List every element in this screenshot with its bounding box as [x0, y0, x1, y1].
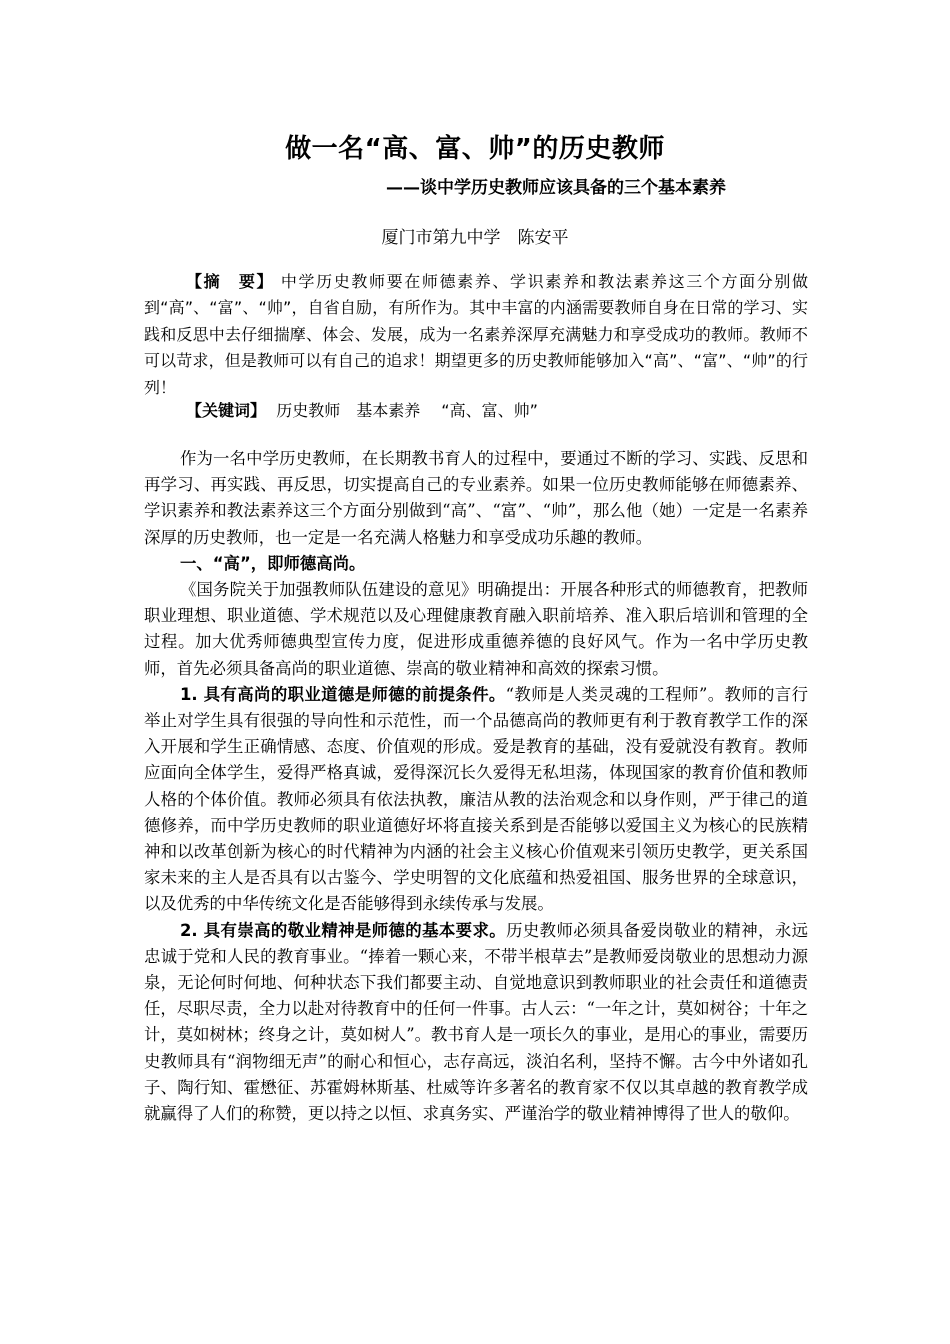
page-subtitle: ——谈中学历史教师应该具备的三个基本素养	[386, 178, 726, 198]
abstract-paragraph	[144, 269, 808, 401]
abstract-text: 中学历史教师要在师德素养、学识素养和教法素养这三个方面分别做到“高”、“富”、“帅”，自省自励，有所作为。其中丰富的内涵需要教师自身在日常的学习、实践和反思中去仔细揣摩、体会、发展，成为一名素养深厚充满魅力和享受成功的教师。教师不可以苛求，但是教师可以有自己的追求！期望更多的历史教师能够加入“高”、“富”、“帅”的行列！	[144, 272, 808, 397]
point-2-paragraph	[144, 918, 808, 1128]
point-2-text: 历史教师必须具备爱岗敬业的精神，永远忠诚于党和人民的教育事业。“捧着一颗心来，不带半根草去”是教师爱岗敬业的思想动力源泉，无论何时何地、何种状态下我们都要主动、自觉地意识到教师职业的社会责任和道德责任，尽职尽责，全力以赴对待教育中的任何一件事。古人云：“一年之计，莫如树谷；十年之计，莫如树林；终身之计，莫如树人”。教书育人是一项长久的事业，是用心的事业，需要历史教师具有“润物细无声”的耐心和恒心，志存高远，淡泊名利，坚持不懈。古今中外诸如孔子、陶行知、霍懋征、苏霍姆林斯基、杜威等许多著名的教育家不仅以其卓越的教育教学成就赢得了人们的称赞，更以持之以恒、求真务实、严谨治学的敬业精神博得了世人的敬仰。	[144, 920, 809, 1124]
point-1-paragraph	[144, 682, 808, 918]
abstract-tag: 【摘 要】	[186, 272, 275, 291]
keywords-text: 历史教师 基本素养 “高、富、帅”	[266, 401, 538, 420]
point-1-lead: 1. 具有高尚的职业道德是师德的前提条件。	[180, 684, 506, 704]
author-line: 厦门市第九中学 陈安平	[381, 228, 569, 248]
keywords-line	[186, 398, 538, 424]
section-paragraph: 《国务院关于加强教师队伍建设的意见》明确提出：开展各种形式的师德教育，把教师职业理想、职业道德、学术规范以及心理健康教育融入职前培养、准入职后培训和管理的全过程。加大优秀师德典型宣传力度，促进形成重德养德的良好风气。作为一名中学历史教师，首先必须具备高尚的职业道德、崇高的敬业精神和高效的探索习惯。	[144, 580, 808, 678]
point-1-text: “教师是人类灵魂的工程师”。教师的言行举止对学生具有很强的导向性和示范性，而一个品德高尚的教师更有利于教育教学工作的深入开展和学生正确情感、态度、价值观的形成。爱是教育的基础，没有爱就没有教育。教师应面向全体学生，爱得严格真诚，爱得深沉长久爱得无私坦荡，体现国家的教育价值和教师人格的个体价值。教师必须具有依法执教，廉洁从教的法治观念和以身作则，严于律己的道德修养，而中学历史教师的职业道德好坏将直接关系到是否能够以爱国主义为核心的民族精神和以改革创新为核心的时代精神为内涵的社会主义核心价值观来引领历史教学，更关系国家未来的主人是否具有以古鉴今、学史明智的文化底蕴和热爱祖国、服务世界的全球意识，以及优秀的中华传统文化是否能够得到永续传承与发展。	[144, 684, 808, 914]
keywords-tag: 【关键词】	[186, 401, 267, 420]
body-text	[144, 446, 808, 1127]
section-heading: 一、“高”，即师德高尚。	[180, 553, 366, 573]
page-title: 做一名“高、富、帅”的历史教师	[285, 134, 665, 164]
point-2-lead: 2. 具有崇高的敬业精神是师德的基本要求。	[180, 920, 507, 940]
intro-paragraph: 作为一名中学历史教师，在长期教书育人的过程中，要通过不断的学习、实践、反思和再学习、再实践、再反思，切实提高自己的专业素养。如果一位历史教师能够在师德素养、学识素养和教法素养这三个方面分别做到“高”、“富”、“帅”，那么他（她）一定是一名素养深厚的历史教师，也一定是一名充满人格魅力和享受成功乐趣的教师。	[144, 449, 808, 547]
